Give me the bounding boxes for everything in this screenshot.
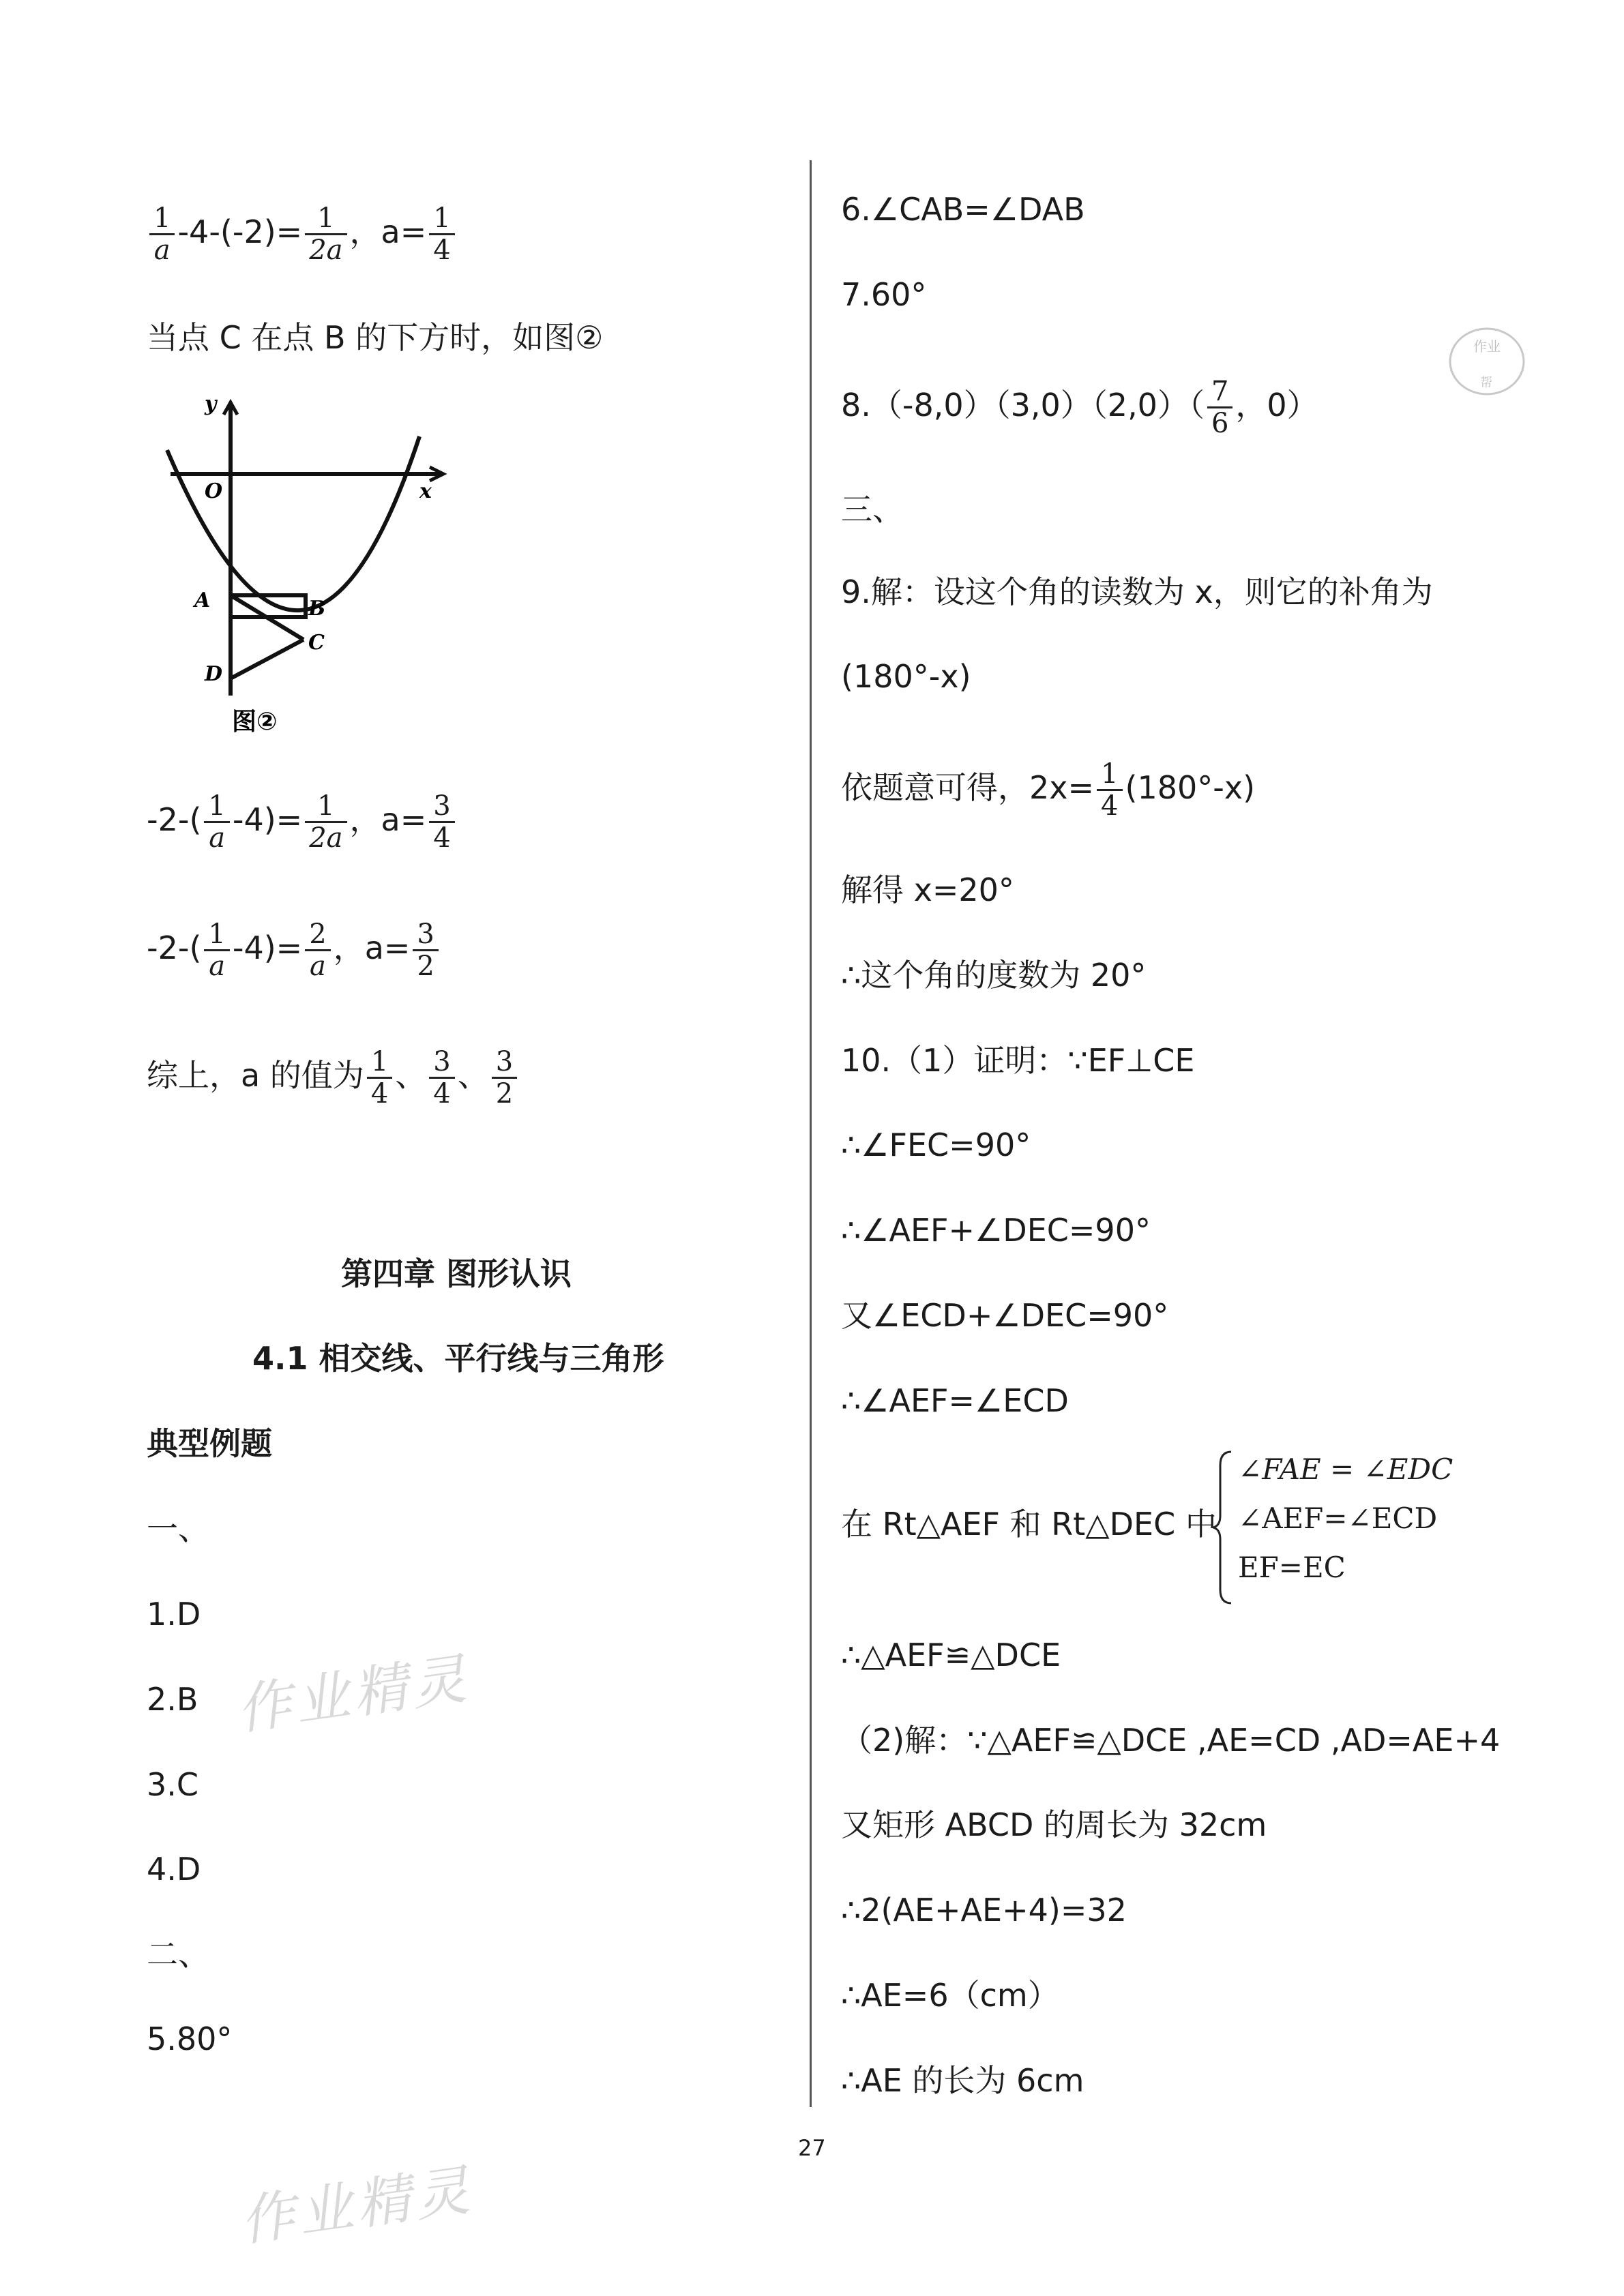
- fraction: $\frac{1}{4}$: [1097, 759, 1122, 821]
- svg-text:帮: 帮: [1480, 376, 1492, 390]
- chapter-title: 第四章 图形认识: [341, 1255, 572, 1292]
- section-title: 4.1 相交线、平行线与三角形: [252, 1340, 664, 1377]
- label-a: A: [194, 588, 211, 612]
- fraction: $\frac{3}{4}$: [429, 791, 454, 853]
- figure-caption: 图②: [232, 708, 278, 736]
- fraction: $\frac{1}{a}$: [204, 791, 229, 853]
- part-three-heading: 三、: [841, 491, 904, 528]
- answer-4: 4.D: [147, 1851, 201, 1888]
- label-y: y: [205, 396, 217, 416]
- stamp-svg: [1446, 324, 1528, 399]
- answer-1: 1.D: [147, 1596, 201, 1632]
- q10-line-8: （2)解：∵△AEF≌△DCE ,AE=CD ,AD=AE+4: [841, 1722, 1501, 1759]
- page-number: 27: [798, 2135, 826, 2161]
- fraction: $\frac{1}{a}$: [149, 203, 175, 265]
- label-b: B: [308, 597, 326, 621]
- fraction: $\frac{7}{6}$: [1207, 376, 1232, 438]
- summary-line: 综上，a 的值为 $\frac{1}{4}$ 、 $\frac{3}{4}$ 、 $\frac{3}{2}$: [147, 1047, 520, 1109]
- fraction: $\frac{1}{4}$: [429, 203, 454, 265]
- q10-line-12: ∴AE 的长为 6cm: [841, 2062, 1084, 2099]
- figure-svg: [157, 396, 457, 750]
- answer-8: 8.（-8,0）（3,0）（2,0）（ $\frac{7}{6}$ ，0）: [841, 376, 1318, 439]
- segment-dc: [231, 640, 304, 679]
- answer-5: 5.80°: [147, 2021, 233, 2057]
- q10-line-3: ∴∠AEF+∠DEC=90°: [841, 1212, 1151, 1249]
- q9-line-5: ∴这个角的度数为 20°: [841, 957, 1147, 994]
- q10-line-7: ∴△AEF≌△DCE: [841, 1637, 1061, 1673]
- equation-2: -2-( $\frac{1}{a}$ -4)= $\frac{1}{2a}$ ，a= $\frac{3}{4}$: [147, 791, 458, 853]
- q9-line-4: 解得 x=20°: [841, 871, 1014, 908]
- label-x: x: [419, 479, 432, 503]
- q10-line-4: 又∠ECD+∠DEC=90°: [841, 1297, 1169, 1334]
- label-c: C: [308, 631, 325, 655]
- fraction: $\frac{3}{2}$: [492, 1047, 517, 1109]
- q10-line-11: ∴AE=6（cm）: [841, 1977, 1059, 2014]
- q10-line-2: ∴∠FEC=90°: [841, 1127, 1031, 1163]
- fraction: $\frac{1}{a}$: [204, 919, 229, 981]
- q9-line-3: 依题意可得，2x= $\frac{1}{4}$ (180°-x): [841, 758, 1256, 822]
- stamp-logo: [1446, 324, 1528, 399]
- part-one-heading: 一、: [147, 1510, 209, 1547]
- part-two-heading: 二、: [147, 1936, 209, 1973]
- system-line-2: ∠AEF=∠ECD: [1238, 1502, 1438, 1535]
- parabola-figure: [157, 396, 457, 750]
- case-description: 当点 C 在点 B 的下方时，如图②: [147, 319, 604, 356]
- answer-7: 7.60°: [841, 276, 927, 313]
- system-line-3: EF=EC: [1238, 1551, 1346, 1584]
- answer-3: 3.C: [147, 1766, 199, 1803]
- svg-text:作业: 作业: [1473, 338, 1501, 355]
- q10-line-9: 又矩形 ABCD 的周长为 32cm: [841, 1806, 1267, 1843]
- rectangle-ab: [231, 595, 306, 617]
- label-d: D: [205, 662, 223, 686]
- q10-line-1: 10.（1）证明：∵EF⊥CE: [841, 1042, 1195, 1079]
- watermark: 作业精灵: [236, 2158, 477, 2254]
- label-o: O: [205, 479, 223, 503]
- fraction: $\frac{2}{a}$: [305, 919, 330, 981]
- watermark: 作业精灵: [233, 1646, 474, 1742]
- parabola-curve: [167, 436, 419, 610]
- subheading: 典型例题: [147, 1425, 272, 1462]
- fraction: $\frac{1}{2a}$: [305, 203, 346, 265]
- q10-line-6: 在 Rt△AEF 和 Rt△DEC 中: [841, 1506, 1217, 1542]
- fraction: $\frac{1}{4}$: [367, 1047, 392, 1109]
- q9-line-1: 9.解：设这个角的读数为 x，则它的补角为: [841, 573, 1433, 610]
- fraction: $\frac{3}{2}$: [413, 919, 438, 981]
- q10-line-10: ∴2(AE+AE+4)=32: [841, 1892, 1127, 1928]
- answer-2: 2.B: [147, 1681, 198, 1718]
- equation-3: -2-( $\frac{1}{a}$ -4)= $\frac{2}{a}$ ，a= $\frac{3}{2}$: [147, 919, 441, 981]
- q10-line-5: ∴∠AEF=∠ECD: [841, 1382, 1069, 1419]
- fraction: $\frac{1}{2a}$: [305, 791, 346, 853]
- equation-1: $\frac{1}{a}$ -4-(-2)= $\frac{1}{2a}$ ，a= $\frac{1}{4}$: [147, 203, 458, 265]
- q9-line-2: (180°-x): [841, 658, 971, 695]
- column-divider: [810, 160, 812, 2107]
- system-line-1: ∠FAE = ∠EDC: [1238, 1452, 1453, 1486]
- fraction: $\frac{3}{4}$: [429, 1047, 454, 1109]
- answer-6: 6.∠CAB=∠DAB: [841, 191, 1085, 228]
- left-brace: [1211, 1449, 1235, 1606]
